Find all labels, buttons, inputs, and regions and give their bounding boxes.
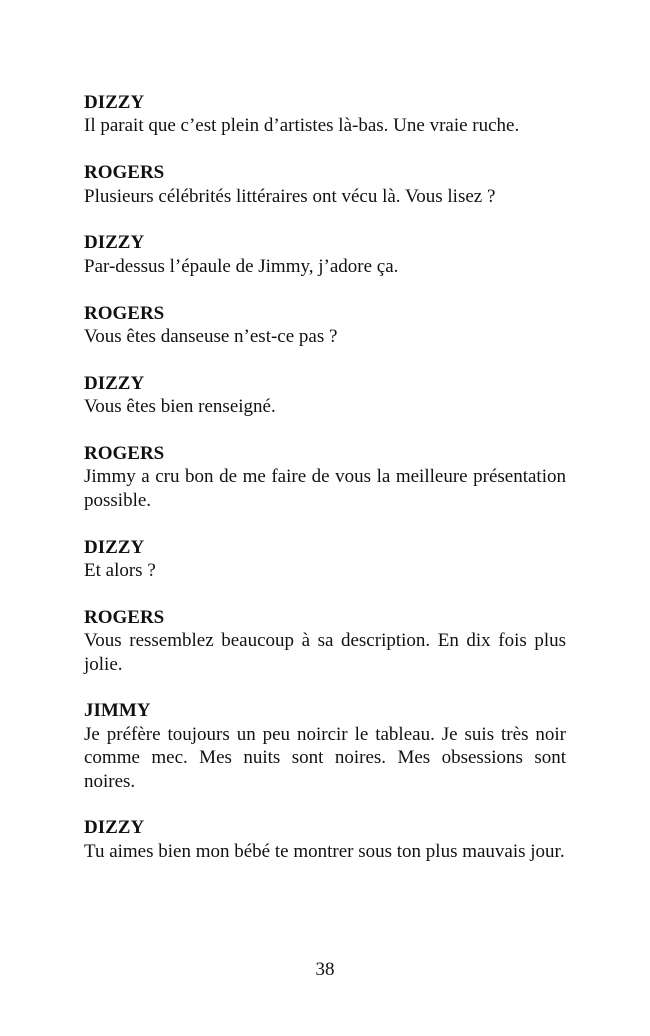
dialogue-line: Je préfère toujours un peu noircir le tableau. Je suis très noir comme mec. Mes nuits sont noires. Mes obsessions sont noires. [84, 723, 566, 792]
speaker-name: ROGERS [84, 606, 165, 628]
dialogue-body [84, 91, 566, 887]
dialogue-entry [84, 816, 566, 863]
dialogue-entry [84, 606, 566, 676]
dialogue-entry [84, 231, 566, 278]
dialogue-line: Par-dessus l’épaule de Jimmy, j’adore ça. [84, 255, 399, 277]
speaker-name: DIZZY [84, 817, 145, 839]
dialogue-entry [84, 699, 566, 793]
speaker-name: JIMMY [84, 700, 151, 722]
dialogue-entry [84, 91, 566, 138]
speaker-name: DIZZY [84, 372, 145, 394]
dialogue-line: Et alors ? [84, 560, 156, 582]
speaker-name: DIZZY [84, 536, 145, 558]
dialogue-entry [84, 536, 566, 583]
dialogue-line: Il parait que c’est plein d’artistes là-bas. Une vraie ruche. [84, 115, 520, 137]
speaker-name: DIZZY [84, 92, 145, 113]
dialogue-entry [84, 161, 566, 208]
dialogue-line: Plusieurs célébrités littéraires ont vécu là. Vous lisez ? [84, 185, 496, 207]
dialogue-entry [84, 442, 566, 512]
dialogue-line: Vous êtes danseuse n’est-ce pas ? [84, 326, 338, 348]
speaker-name: ROGERS [84, 443, 165, 465]
dialogue-entry [84, 372, 566, 419]
dialogue-line: Jimmy a cru bon de me faire de vous la meilleure présentation possible. [84, 466, 566, 511]
dialogue-entry [84, 302, 566, 349]
dialogue-line: Tu aimes bien mon bébé te montrer sous ton plus mauvais jour. [84, 840, 565, 862]
page-number: 38 [315, 959, 335, 980]
dialogue-line: Vous ressemblez beaucoup à sa description. En dix fois plus jolie. [84, 630, 566, 675]
dialogue-line: Vous êtes bien renseigné. [84, 396, 276, 418]
speaker-name: DIZZY [84, 232, 145, 254]
speaker-name: ROGERS [84, 162, 165, 184]
speaker-name: ROGERS [84, 302, 165, 324]
